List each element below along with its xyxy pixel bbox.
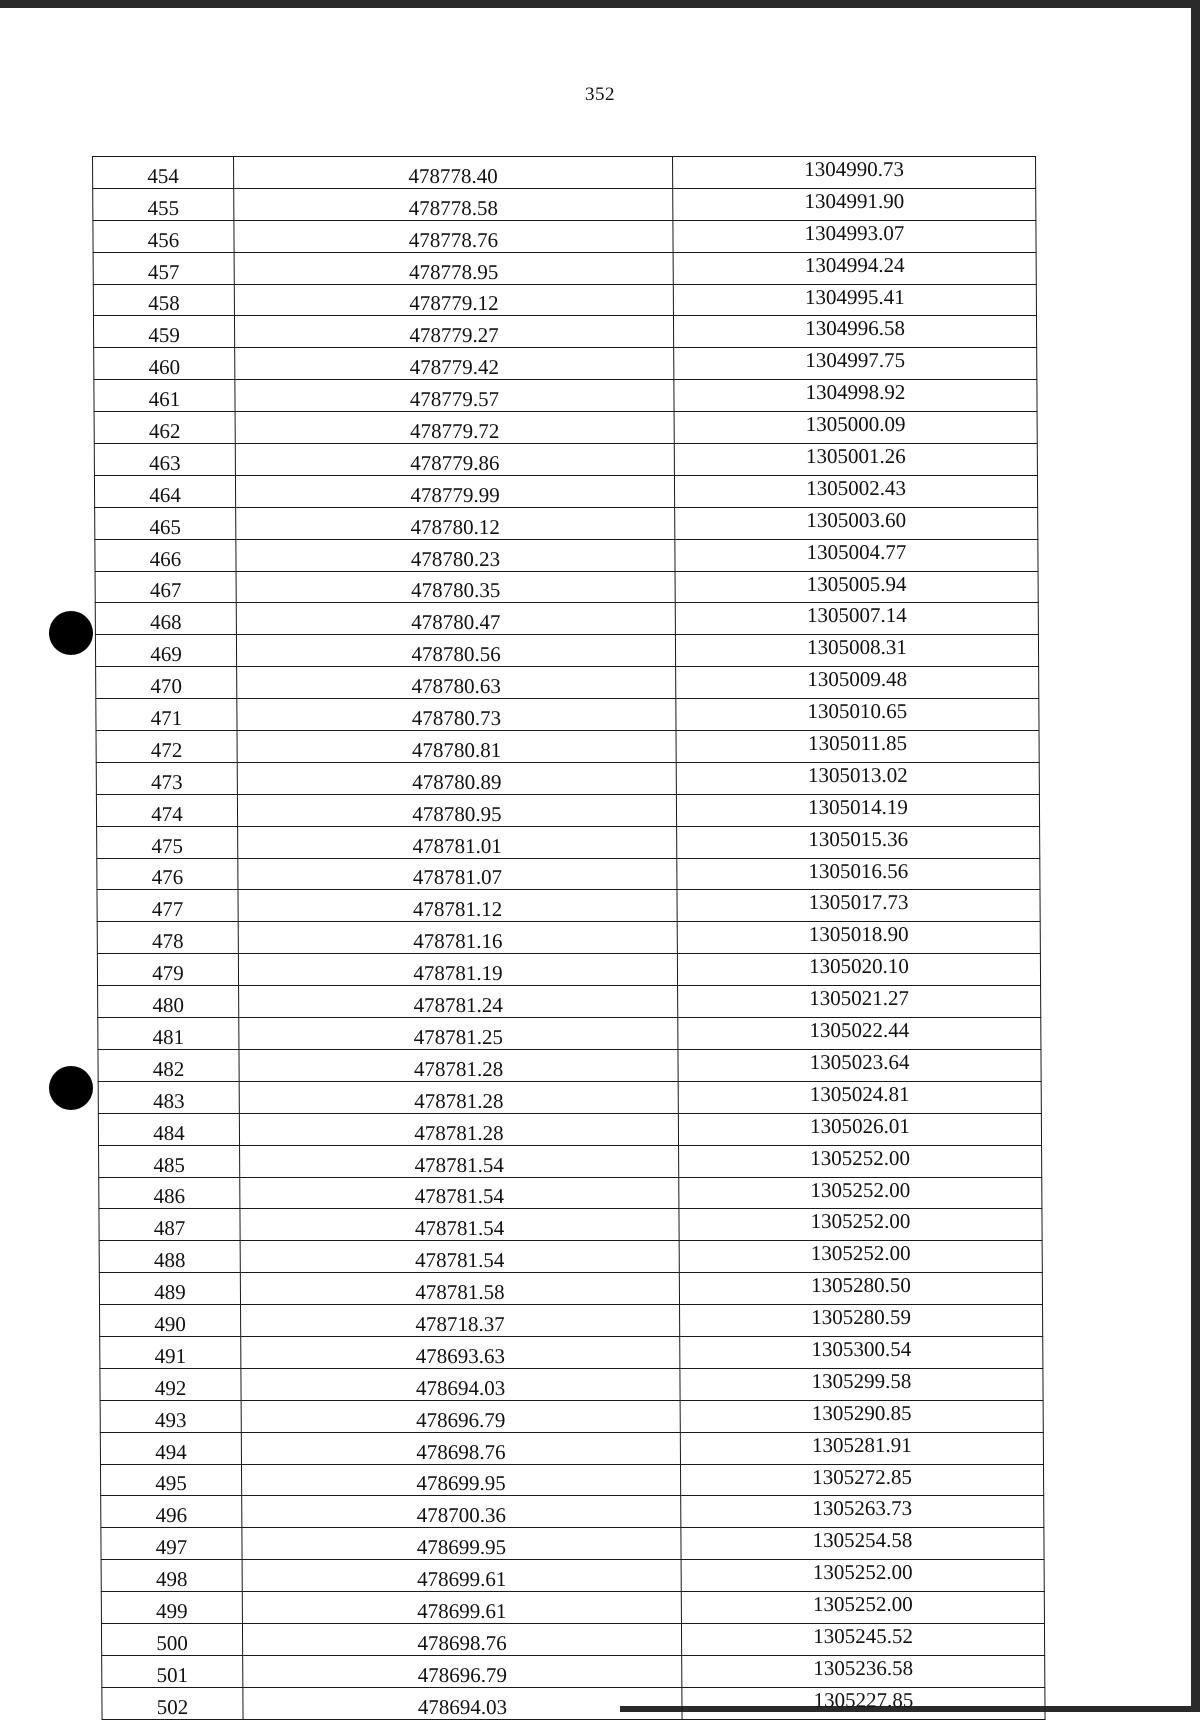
table-row xyxy=(94,348,1037,380)
x-coordinate-cell: 478778.58 xyxy=(234,188,673,220)
y-coordinate-cell: 1304995.41 xyxy=(673,284,1036,316)
x-coordinate-cell: 478696.79 xyxy=(243,1655,682,1687)
point-id-cell: 468 xyxy=(95,603,236,635)
table-row xyxy=(93,252,1036,284)
y-coordinate-cell: 1305010.65 xyxy=(676,699,1039,731)
x-coordinate-cell: 478780.56 xyxy=(236,635,675,667)
x-coordinate-cell: 478780.47 xyxy=(236,603,675,635)
table-row xyxy=(96,762,1039,794)
table-row xyxy=(101,1560,1044,1592)
table-row xyxy=(101,1592,1044,1624)
table-row xyxy=(95,571,1038,603)
table-row xyxy=(98,1049,1041,1081)
x-coordinate-cell: 478779.57 xyxy=(235,380,674,412)
y-coordinate-cell: 1304990.73 xyxy=(673,157,1036,189)
table-row xyxy=(96,731,1039,763)
x-coordinate-cell: 478780.23 xyxy=(236,539,675,571)
x-coordinate-cell: 478780.35 xyxy=(236,571,675,603)
table-row xyxy=(93,220,1036,252)
point-id-cell: 499 xyxy=(101,1592,242,1624)
x-coordinate-cell: 478781.24 xyxy=(239,986,678,1018)
x-coordinate-cell: 478698.76 xyxy=(242,1623,681,1655)
x-coordinate-cell: 478780.89 xyxy=(237,762,676,794)
point-id-cell: 462 xyxy=(94,412,235,444)
x-coordinate-cell: 478781.28 xyxy=(239,1081,678,1113)
x-coordinate-cell: 478693.63 xyxy=(241,1336,680,1368)
y-coordinate-cell: 1305013.02 xyxy=(676,762,1039,794)
y-coordinate-cell: 1305281.91 xyxy=(680,1432,1043,1464)
x-coordinate-cell: 478781.25 xyxy=(239,1018,678,1050)
point-id-cell: 498 xyxy=(101,1560,242,1592)
point-id-cell: 479 xyxy=(97,954,238,986)
point-id-cell: 496 xyxy=(101,1496,242,1528)
x-coordinate-cell: 478696.79 xyxy=(241,1400,680,1432)
y-coordinate-cell: 1304991.90 xyxy=(673,188,1036,220)
point-id-cell: 477 xyxy=(97,890,238,922)
table-row xyxy=(99,1145,1042,1177)
table-row xyxy=(98,1018,1041,1050)
x-coordinate-cell: 478780.12 xyxy=(236,507,675,539)
point-id-cell: 485 xyxy=(99,1145,240,1177)
x-coordinate-cell: 478779.27 xyxy=(234,316,673,348)
point-id-cell: 502 xyxy=(102,1687,243,1719)
point-id-cell: 482 xyxy=(98,1049,239,1081)
x-coordinate-cell: 478700.36 xyxy=(242,1496,681,1528)
y-coordinate-cell: 1305299.58 xyxy=(680,1368,1043,1400)
table-row xyxy=(94,412,1037,444)
point-id-cell: 489 xyxy=(99,1273,240,1305)
x-coordinate-cell: 478781.01 xyxy=(238,826,677,858)
y-coordinate-cell: 1305022.44 xyxy=(678,1018,1041,1050)
y-coordinate-cell: 1305252.00 xyxy=(681,1592,1044,1624)
x-coordinate-cell: 478780.95 xyxy=(237,794,676,826)
x-coordinate-cell: 478781.12 xyxy=(238,890,677,922)
x-coordinate-cell: 478778.76 xyxy=(234,220,673,252)
coordinate-table-body xyxy=(93,157,1046,1720)
table-row xyxy=(96,667,1039,699)
table-row xyxy=(99,1177,1042,1209)
table-row xyxy=(98,986,1041,1018)
table-row xyxy=(102,1655,1045,1687)
table-row xyxy=(96,794,1039,826)
table-row xyxy=(98,1081,1041,1113)
y-coordinate-cell: 1305245.52 xyxy=(681,1623,1044,1655)
x-coordinate-cell: 478781.58 xyxy=(240,1273,679,1305)
table-row xyxy=(97,954,1040,986)
x-coordinate-cell: 478694.03 xyxy=(241,1368,680,1400)
y-coordinate-cell: 1305002.43 xyxy=(674,475,1037,507)
y-coordinate-cell: 1305290.85 xyxy=(680,1400,1043,1432)
x-coordinate-cell: 478779.86 xyxy=(235,444,674,476)
y-coordinate-cell: 1305004.77 xyxy=(675,539,1038,571)
table-row xyxy=(102,1687,1045,1719)
y-coordinate-cell: 1305254.58 xyxy=(681,1528,1044,1560)
point-id-cell: 478 xyxy=(97,922,238,954)
table-row xyxy=(94,475,1037,507)
y-coordinate-cell: 1305020.10 xyxy=(677,954,1040,986)
point-id-cell: 486 xyxy=(99,1177,240,1209)
y-coordinate-cell: 1305015.36 xyxy=(677,826,1040,858)
y-coordinate-cell: 1305003.60 xyxy=(675,507,1038,539)
point-id-cell: 455 xyxy=(93,188,234,220)
point-id-cell: 471 xyxy=(96,699,237,731)
point-id-cell: 456 xyxy=(93,220,234,252)
scan-edge-top xyxy=(0,0,1200,8)
y-coordinate-cell: 1305280.50 xyxy=(679,1273,1042,1305)
point-id-cell: 465 xyxy=(95,507,236,539)
x-coordinate-cell: 478780.81 xyxy=(237,731,676,763)
table-row xyxy=(95,539,1038,571)
y-coordinate-cell: 1305252.00 xyxy=(679,1145,1042,1177)
table-row xyxy=(101,1496,1044,1528)
y-coordinate-cell: 1305016.56 xyxy=(677,858,1040,890)
y-coordinate-cell: 1305017.73 xyxy=(677,890,1040,922)
x-coordinate-cell: 478781.28 xyxy=(239,1113,678,1145)
point-id-cell: 495 xyxy=(100,1464,241,1496)
point-id-cell: 493 xyxy=(100,1400,241,1432)
table-row xyxy=(97,826,1040,858)
table-row xyxy=(95,635,1038,667)
x-coordinate-cell: 478698.76 xyxy=(241,1432,680,1464)
table-row xyxy=(95,507,1038,539)
y-coordinate-cell: 1304998.92 xyxy=(674,380,1037,412)
y-coordinate-cell: 1305272.85 xyxy=(680,1464,1043,1496)
table-row xyxy=(101,1528,1044,1560)
table-row xyxy=(93,316,1036,348)
table-row xyxy=(100,1432,1043,1464)
point-id-cell: 474 xyxy=(96,794,237,826)
table-row xyxy=(95,603,1038,635)
point-id-cell: 481 xyxy=(98,1018,239,1050)
table-row xyxy=(101,1623,1044,1655)
y-coordinate-cell: 1304993.07 xyxy=(673,220,1036,252)
x-coordinate-cell: 478778.40 xyxy=(234,157,673,189)
table-row xyxy=(100,1368,1043,1400)
page-number: 352 xyxy=(585,84,615,105)
scan-edge-right xyxy=(1191,0,1200,1712)
y-coordinate-cell: 1305300.54 xyxy=(680,1336,1043,1368)
y-coordinate-cell: 1305000.09 xyxy=(674,412,1037,444)
point-id-cell: 488 xyxy=(99,1241,240,1273)
table-row xyxy=(93,284,1036,316)
x-coordinate-cell: 478699.61 xyxy=(242,1592,681,1624)
table-row xyxy=(100,1400,1043,1432)
point-id-cell: 501 xyxy=(102,1655,243,1687)
y-coordinate-cell: 1305001.26 xyxy=(674,444,1037,476)
point-id-cell: 464 xyxy=(94,475,235,507)
point-id-cell: 467 xyxy=(95,571,236,603)
punch-hole-bottom xyxy=(49,1066,93,1110)
y-coordinate-cell: 1304997.75 xyxy=(674,348,1037,380)
y-coordinate-cell: 1305009.48 xyxy=(676,667,1039,699)
x-coordinate-cell: 478779.12 xyxy=(234,284,673,316)
y-coordinate-cell: 1305227.85 xyxy=(682,1687,1045,1719)
point-id-cell: 460 xyxy=(94,348,235,380)
y-coordinate-cell: 1305007.14 xyxy=(675,603,1038,635)
x-coordinate-cell: 478718.37 xyxy=(241,1305,680,1337)
x-coordinate-cell: 478780.73 xyxy=(237,699,676,731)
point-id-cell: 491 xyxy=(100,1336,241,1368)
table-row xyxy=(98,1113,1041,1145)
point-id-cell: 466 xyxy=(95,539,236,571)
x-coordinate-cell: 478781.28 xyxy=(239,1049,678,1081)
x-coordinate-cell: 478781.16 xyxy=(238,922,677,954)
punch-hole-top xyxy=(49,611,93,655)
x-coordinate-cell: 478781.54 xyxy=(240,1177,679,1209)
y-coordinate-cell: 1305005.94 xyxy=(675,571,1038,603)
coordinate-table xyxy=(92,156,1046,1720)
table-row xyxy=(94,380,1037,412)
point-id-cell: 500 xyxy=(101,1623,242,1655)
point-id-cell: 490 xyxy=(100,1305,241,1337)
table-row xyxy=(96,699,1039,731)
table-row xyxy=(94,444,1037,476)
point-id-cell: 475 xyxy=(97,826,238,858)
point-id-cell: 472 xyxy=(96,731,237,763)
point-id-cell: 463 xyxy=(94,444,235,476)
point-id-cell: 494 xyxy=(100,1432,241,1464)
table-row xyxy=(93,157,1036,189)
y-coordinate-cell: 1304994.24 xyxy=(673,252,1036,284)
y-coordinate-cell: 1305252.00 xyxy=(679,1241,1042,1273)
table-row xyxy=(97,858,1040,890)
y-coordinate-cell: 1305011.85 xyxy=(676,731,1039,763)
y-coordinate-cell: 1305008.31 xyxy=(675,635,1038,667)
y-coordinate-cell: 1305252.00 xyxy=(681,1560,1044,1592)
y-coordinate-cell: 1305026.01 xyxy=(678,1113,1041,1145)
point-id-cell: 469 xyxy=(95,635,236,667)
point-id-cell: 483 xyxy=(98,1081,239,1113)
y-coordinate-cell: 1305236.58 xyxy=(682,1655,1045,1687)
table-row xyxy=(97,922,1040,954)
y-coordinate-cell: 1305024.81 xyxy=(678,1081,1041,1113)
x-coordinate-cell: 478781.54 xyxy=(240,1241,679,1273)
x-coordinate-cell: 478699.95 xyxy=(241,1464,680,1496)
point-id-cell: 457 xyxy=(93,252,234,284)
x-coordinate-cell: 478779.72 xyxy=(235,412,674,444)
y-coordinate-cell: 1305018.90 xyxy=(677,922,1040,954)
x-coordinate-cell: 478780.63 xyxy=(237,667,676,699)
x-coordinate-cell: 478781.54 xyxy=(240,1209,679,1241)
x-coordinate-cell: 478779.42 xyxy=(235,348,674,380)
point-id-cell: 461 xyxy=(94,380,235,412)
point-id-cell: 476 xyxy=(97,858,238,890)
y-coordinate-cell: 1305252.00 xyxy=(679,1177,1042,1209)
table-row xyxy=(99,1209,1042,1241)
point-id-cell: 454 xyxy=(93,157,234,189)
y-coordinate-cell: 1305263.73 xyxy=(681,1496,1044,1528)
coordinate-table-wrapper xyxy=(92,156,1042,1720)
point-id-cell: 473 xyxy=(96,762,237,794)
y-coordinate-cell: 1305021.27 xyxy=(678,986,1041,1018)
point-id-cell: 480 xyxy=(98,986,239,1018)
x-coordinate-cell: 478694.03 xyxy=(243,1687,682,1719)
y-coordinate-cell: 1305252.00 xyxy=(679,1209,1042,1241)
table-row xyxy=(100,1305,1043,1337)
y-coordinate-cell: 1304996.58 xyxy=(673,316,1036,348)
x-coordinate-cell: 478699.95 xyxy=(242,1528,681,1560)
x-coordinate-cell: 478699.61 xyxy=(242,1560,681,1592)
table-row xyxy=(97,890,1040,922)
table-row xyxy=(100,1336,1043,1368)
table-row xyxy=(93,188,1036,220)
point-id-cell: 487 xyxy=(99,1209,240,1241)
x-coordinate-cell: 478779.99 xyxy=(235,475,674,507)
x-coordinate-cell: 478781.19 xyxy=(238,954,677,986)
x-coordinate-cell: 478778.95 xyxy=(234,252,673,284)
table-row xyxy=(100,1464,1043,1496)
y-coordinate-cell: 1305280.59 xyxy=(680,1305,1043,1337)
x-coordinate-cell: 478781.54 xyxy=(240,1145,679,1177)
y-coordinate-cell: 1305023.64 xyxy=(678,1049,1041,1081)
x-coordinate-cell: 478781.07 xyxy=(238,858,677,890)
table-row xyxy=(99,1241,1042,1273)
point-id-cell: 484 xyxy=(98,1113,239,1145)
point-id-cell: 459 xyxy=(93,316,234,348)
point-id-cell: 497 xyxy=(101,1528,242,1560)
table-row xyxy=(99,1273,1042,1305)
point-id-cell: 492 xyxy=(100,1368,241,1400)
point-id-cell: 470 xyxy=(96,667,237,699)
point-id-cell: 458 xyxy=(93,284,234,316)
y-coordinate-cell: 1305014.19 xyxy=(676,794,1039,826)
